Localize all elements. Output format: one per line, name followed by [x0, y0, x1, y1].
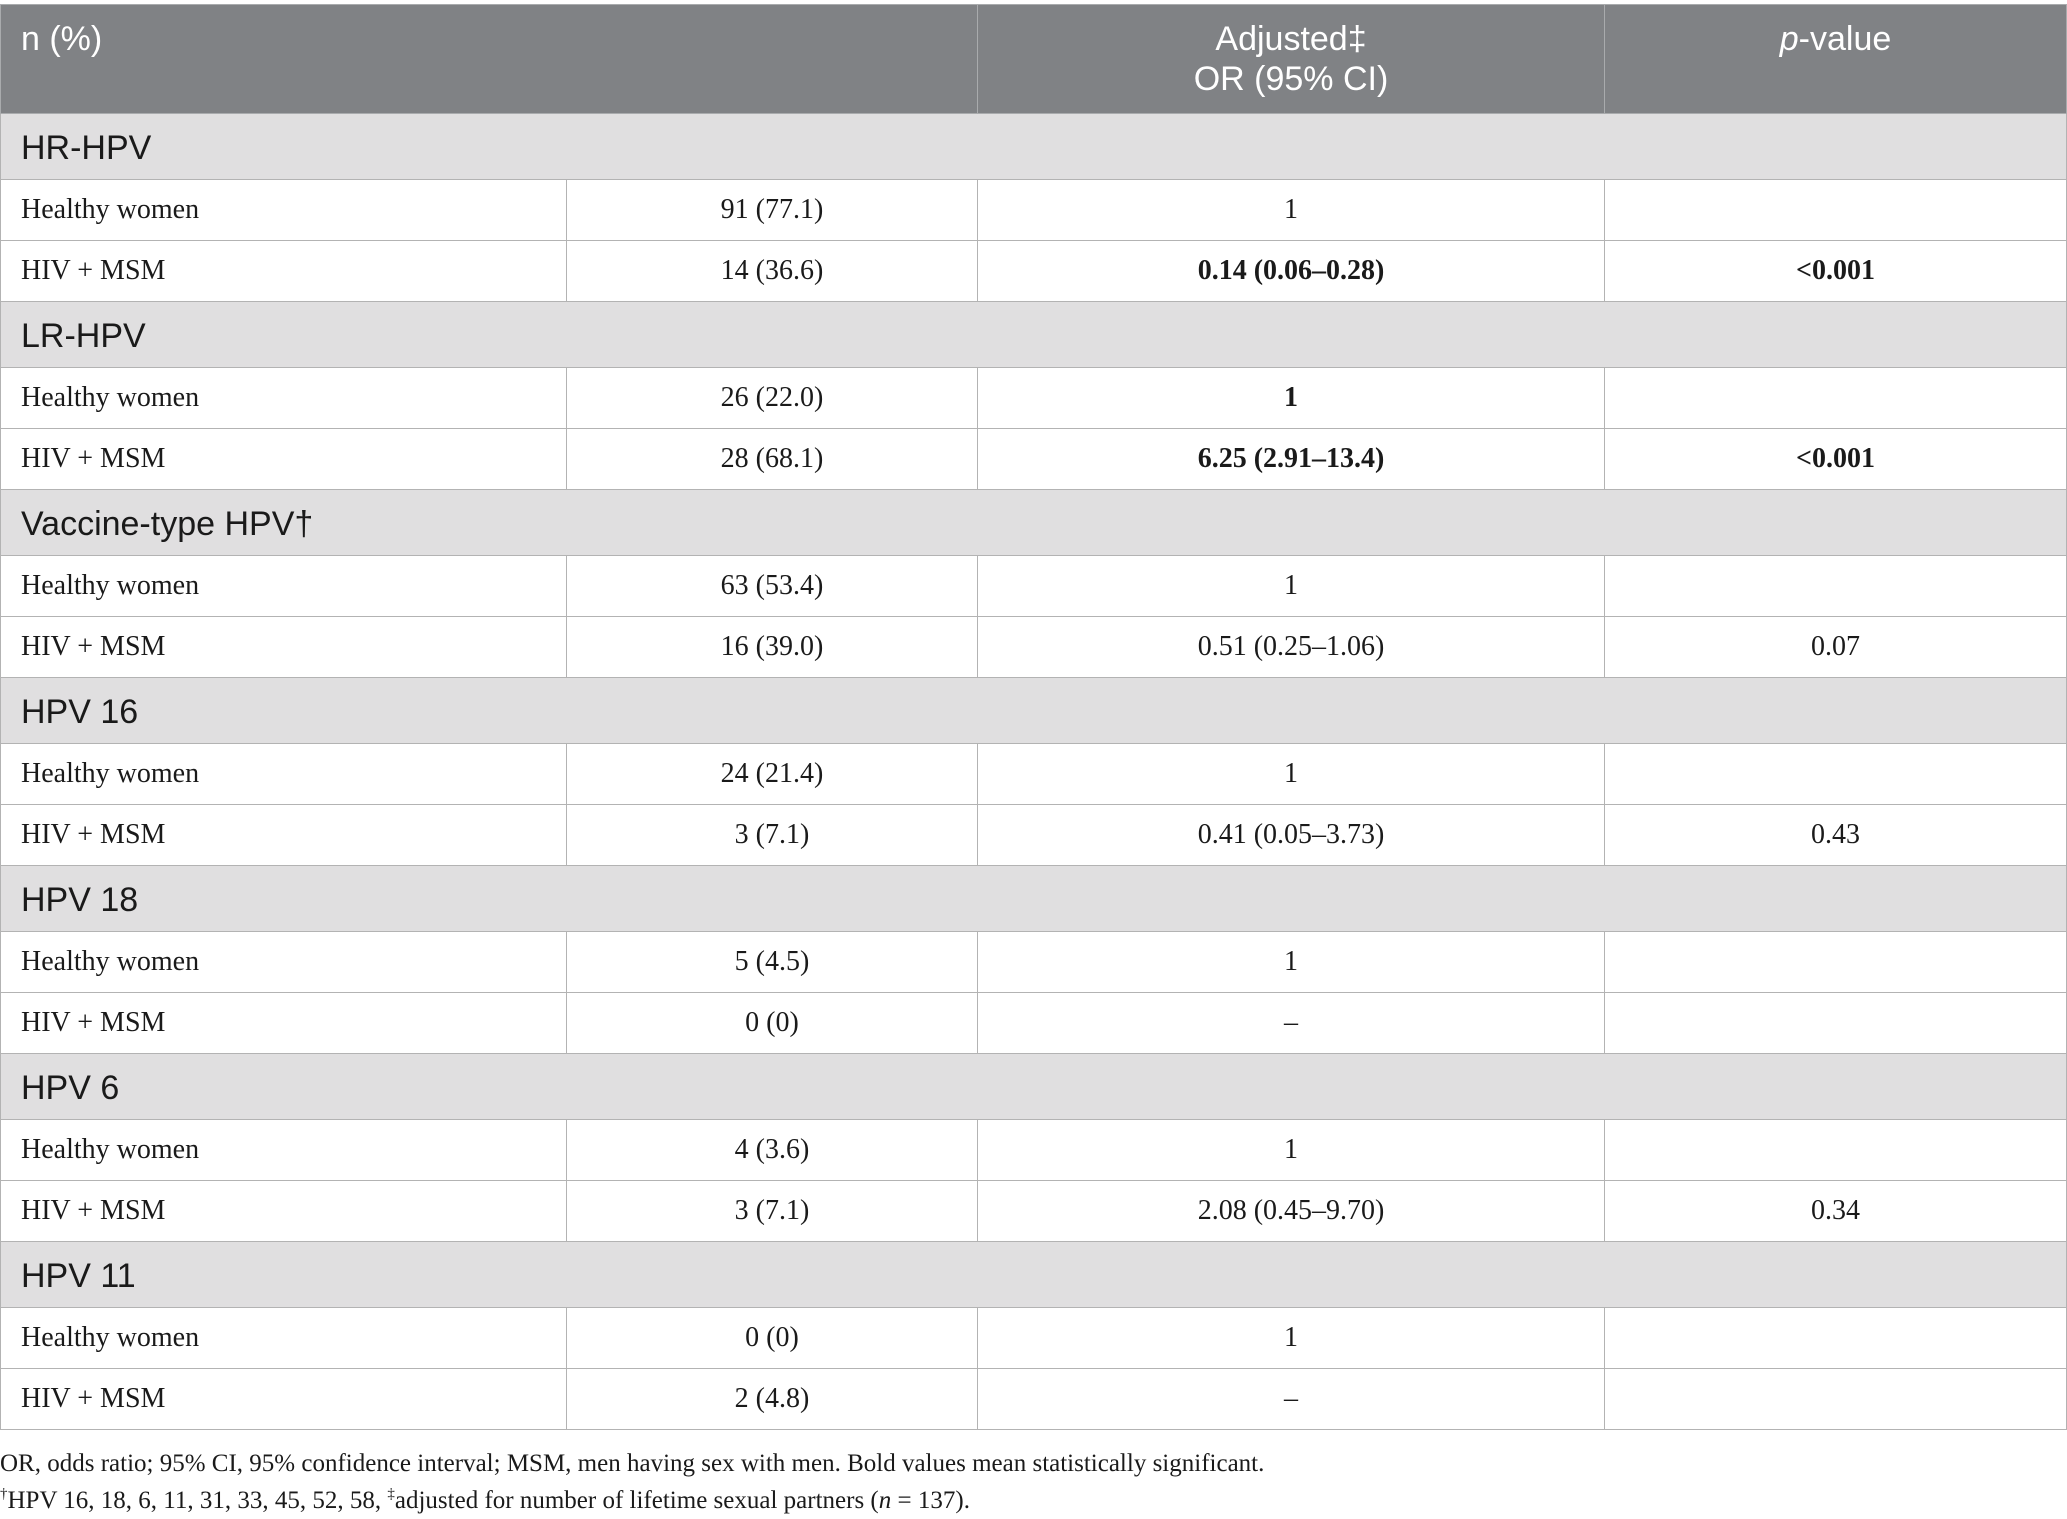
row-label: Healthy women	[1, 556, 567, 617]
header-p-value	[1605, 5, 2067, 114]
table-row	[1, 932, 2067, 993]
n-percent-cell: 2 (4.8)	[567, 1369, 978, 1430]
hpv-odds-ratio-table	[0, 4, 2067, 1430]
footnote-abbreviations: OR, odds ratio; 95% CI, 95% confidence interval; MSM, men having sex with men. Bold values mean statistically significant.	[0, 1450, 1265, 1477]
group-header-row	[1, 1242, 2067, 1308]
row-label: Healthy women	[1, 744, 567, 805]
adjusted-or-cell: –	[978, 1369, 1605, 1430]
n-percent-cell: 28 (68.1)	[567, 429, 978, 490]
n-percent-cell: 14 (36.6)	[567, 241, 978, 302]
header-p-rest: -value	[1798, 20, 1892, 58]
adjusted-or-cell: 1	[978, 556, 1605, 617]
footnote-n-italic: n	[878, 1487, 892, 1514]
n-percent-cell: 16 (39.0)	[567, 617, 978, 678]
footnote-definitions	[0, 1482, 1264, 1519]
n-percent-cell: 63 (53.4)	[567, 556, 978, 617]
adjusted-or-cell: 2.08 (0.45–9.70)	[978, 1181, 1605, 1242]
p-value-cell: 0.34	[1605, 1181, 2067, 1242]
p-value-cell	[1605, 1120, 2067, 1181]
row-label: HIV + MSM	[1, 1369, 567, 1430]
p-value-cell	[1605, 993, 2067, 1054]
table-header-row	[1, 5, 2067, 114]
n-percent-cell: 26 (22.0)	[567, 368, 978, 429]
header-p-italic: p	[1779, 20, 1799, 58]
table-row	[1, 744, 2067, 805]
table-row	[1, 368, 2067, 429]
group-header-row	[1, 1054, 2067, 1120]
table-row	[1, 241, 2067, 302]
header-adjusted-or	[978, 5, 1605, 114]
table-row	[1, 429, 2067, 490]
row-label: Healthy women	[1, 180, 567, 241]
adjusted-or-cell: 0.51 (0.25–1.06)	[978, 617, 1605, 678]
row-label: HIV + MSM	[1, 429, 567, 490]
adjusted-or-cell: 0.41 (0.05–3.73)	[978, 805, 1605, 866]
n-percent-cell: 91 (77.1)	[567, 180, 978, 241]
adjusted-or-cell: 6.25 (2.91–13.4)	[978, 429, 1605, 490]
n-percent-cell: 0 (0)	[567, 993, 978, 1054]
table-row	[1, 180, 2067, 241]
n-percent-cell: 4 (3.6)	[567, 1120, 978, 1181]
group-title: HR-HPV	[1, 114, 2067, 180]
footnote-hpv-types: HPV 16, 18, 6, 11, 31, 33, 45, 52, 58,	[7, 1487, 388, 1514]
footnote-dagger: †	[0, 1486, 8, 1502]
table-row	[1, 805, 2067, 866]
row-label: HIV + MSM	[1, 241, 567, 302]
table-row	[1, 1120, 2067, 1181]
group-header-row	[1, 866, 2067, 932]
adjusted-or-cell: 1	[978, 744, 1605, 805]
table-row	[1, 617, 2067, 678]
adjusted-or-cell: 1	[978, 368, 1605, 429]
table-row	[1, 556, 2067, 617]
group-title: Vaccine-type HPV†	[1, 490, 2067, 556]
footnote-adjusted-text: adjusted for number of lifetime sexual partners (	[394, 1487, 879, 1514]
footnote-n-value: = 137).	[891, 1487, 970, 1514]
group-header-row	[1, 678, 2067, 744]
table-row	[1, 1181, 2067, 1242]
adjusted-or-cell: 1	[978, 932, 1605, 993]
adjusted-or-cell: 0.14 (0.06–0.28)	[978, 241, 1605, 302]
n-percent-cell: 5 (4.5)	[567, 932, 978, 993]
adjusted-or-cell: –	[978, 993, 1605, 1054]
n-percent-cell: 0 (0)	[567, 1308, 978, 1369]
p-value-cell: 0.43	[1605, 805, 2067, 866]
p-value-cell	[1605, 556, 2067, 617]
header-adjusted-line1: Adjusted‡	[1215, 20, 1367, 58]
p-value-cell	[1605, 1308, 2067, 1369]
row-label: HIV + MSM	[1, 617, 567, 678]
group-title: HPV 11	[1, 1242, 2067, 1308]
group-header-row	[1, 490, 2067, 556]
p-value-cell: <0.001	[1605, 241, 2067, 302]
row-label: Healthy women	[1, 1120, 567, 1181]
p-value-cell	[1605, 932, 2067, 993]
p-value-cell: <0.001	[1605, 429, 2067, 490]
n-percent-cell: 3 (7.1)	[567, 805, 978, 866]
row-label: HIV + MSM	[1, 993, 567, 1054]
group-header-row	[1, 302, 2067, 368]
p-value-cell	[1605, 1369, 2067, 1430]
adjusted-or-cell: 1	[978, 1308, 1605, 1369]
adjusted-or-cell: 1	[978, 1120, 1605, 1181]
table-row	[1, 1369, 2067, 1430]
table-body	[1, 114, 2067, 1430]
footnote-double-dagger: ‡	[387, 1486, 395, 1502]
p-value-cell: 0.07	[1605, 617, 2067, 678]
table-footnotes	[0, 1445, 1264, 1519]
table-row	[1, 993, 2067, 1054]
p-value-cell	[1605, 368, 2067, 429]
row-label: Healthy women	[1, 932, 567, 993]
row-label: Healthy women	[1, 368, 567, 429]
n-percent-cell: 3 (7.1)	[567, 1181, 978, 1242]
group-title: LR-HPV	[1, 302, 2067, 368]
table-row	[1, 1308, 2067, 1369]
group-header-row	[1, 114, 2067, 180]
group-title: HPV 16	[1, 678, 2067, 744]
group-title: HPV 18	[1, 866, 2067, 932]
p-value-cell	[1605, 180, 2067, 241]
n-percent-cell: 24 (21.4)	[567, 744, 978, 805]
table-container	[0, 4, 2066, 1430]
header-n-percent: n (%)	[1, 5, 978, 114]
group-title: HPV 6	[1, 1054, 2067, 1120]
row-label: HIV + MSM	[1, 1181, 567, 1242]
adjusted-or-cell: 1	[978, 180, 1605, 241]
header-adjusted-line2: OR (95% CI)	[1193, 60, 1389, 98]
p-value-cell	[1605, 744, 2067, 805]
row-label: HIV + MSM	[1, 805, 567, 866]
row-label: Healthy women	[1, 1308, 567, 1369]
